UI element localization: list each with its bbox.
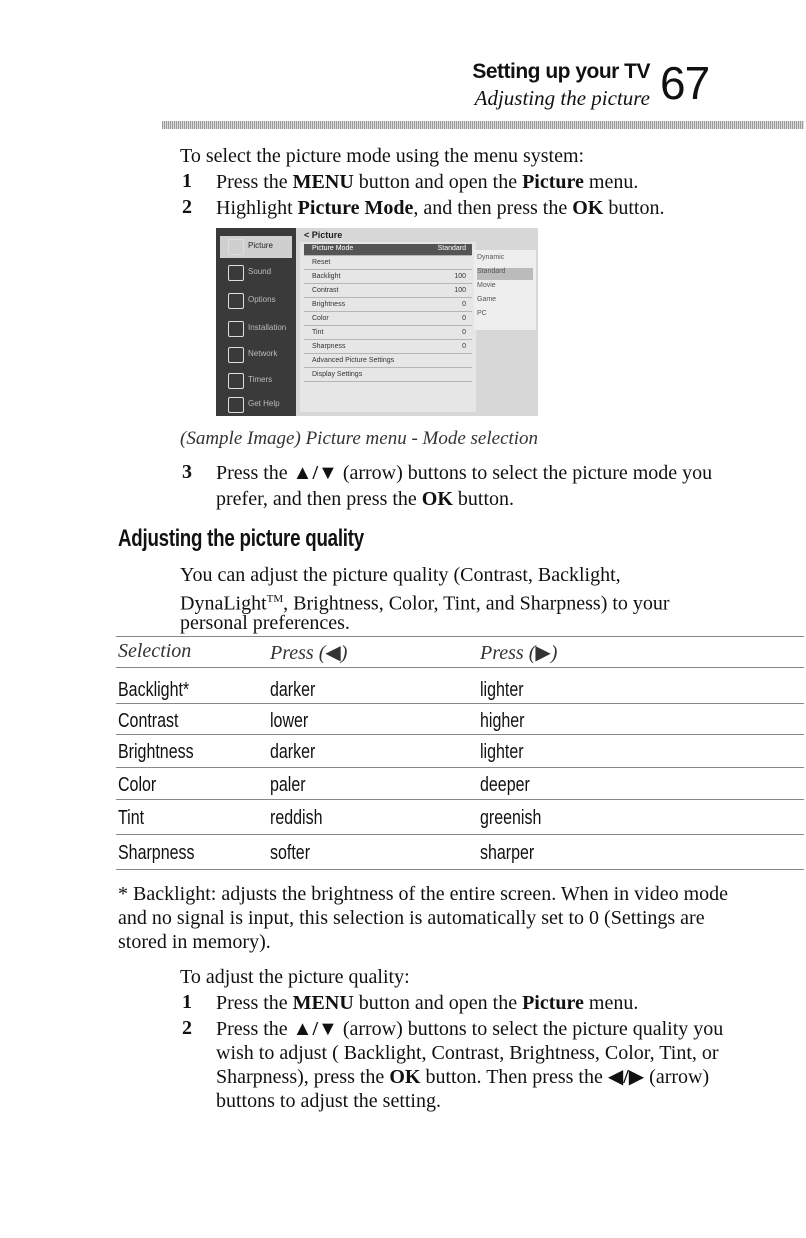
menu-panel: [300, 242, 476, 412]
intro-step-2: Highlight Picture Mode, and then press the OK button.: [216, 197, 665, 219]
page-number: 67: [660, 57, 710, 109]
option-item: PC: [477, 310, 487, 317]
table-cell: paler: [270, 774, 306, 796]
table-cell: darker: [270, 741, 316, 763]
sidebar-item-timers: Timers: [220, 370, 292, 392]
footnote-line-1: * Backlight: adjusts the brightness of the entire screen. When in video mode: [118, 883, 729, 905]
step-number: 1: [182, 170, 192, 192]
step-number: 2: [182, 1017, 192, 1039]
table-rule: [116, 667, 804, 668]
section-heading: Adjusting the picture quality: [118, 525, 364, 552]
footnote-line-2: and no signal is input, this selection is automatically set to 0 (Settings are: [118, 907, 705, 929]
adjust-lead: To adjust the picture quality:: [180, 966, 410, 988]
picture-icon: [228, 239, 244, 255]
table-header-selection: Selection: [118, 640, 192, 662]
running-header-subtitle: Adjusting the picture: [474, 86, 650, 110]
menu-panel-title: < Picture: [304, 230, 343, 240]
table-rule: [116, 703, 804, 704]
installation-icon: [228, 321, 244, 337]
menu-row: Contrast 100: [304, 286, 472, 298]
menu-row: Reset: [304, 258, 472, 270]
table-cell: Backlight*: [118, 679, 190, 701]
table-cell: Color: [118, 774, 157, 796]
menu-row: Color 0: [304, 314, 472, 326]
table-header-press-left: Press (◀): [270, 642, 348, 664]
intro-lead: To select the picture mode using the menu system:: [180, 145, 585, 167]
adjust-step-1: Press the MENU button and open the Picture menu.: [216, 992, 639, 1014]
speaker-icon: [228, 265, 244, 281]
step-number: 1: [182, 991, 192, 1013]
sidebar-item-sound: Sound: [220, 262, 292, 284]
running-header-title: Setting up your TV: [472, 60, 650, 83]
table-rule: [116, 767, 804, 768]
adjust-step-2-line-2: wish to adjust ( Backlight, Contrast, Brightness, Color, Tint, or: [216, 1042, 719, 1064]
table-cell: deeper: [480, 774, 530, 796]
step-3-line-2: prefer, and then press the OK button.: [216, 488, 515, 510]
option-item: Game: [477, 296, 497, 303]
table-cell: lighter: [480, 741, 524, 763]
menu-row: Brightness 0: [304, 300, 472, 312]
picture-mode-options: [474, 250, 536, 330]
picture-menu-screenshot: [216, 228, 538, 416]
section-para-line-1: You can adjust the picture quality (Contrast, Backlight,: [180, 564, 621, 586]
step-3-line-1: Press the ▲/▼ (arrow) buttons to select the picture mode you: [216, 462, 713, 484]
header-rule: [162, 121, 804, 129]
table-cell: lighter: [480, 679, 524, 701]
figure-caption: (Sample Image) Picture menu - Mode selection: [180, 428, 539, 449]
menu-sidebar: [216, 228, 296, 416]
table-rule: [116, 834, 804, 835]
menu-row: Picture Mode Standard: [304, 244, 472, 256]
adjust-step-2-line-1: Press the ▲/▼ (arrow) buttons to select the picture quality you: [216, 1018, 724, 1040]
help-icon: [228, 397, 244, 413]
table-rule: [116, 869, 804, 870]
menu-row: Sharpness 0: [304, 342, 472, 354]
table-header-press-right: Press (▶): [480, 642, 558, 664]
table-cell: Brightness: [118, 741, 194, 763]
table-rule: [116, 636, 804, 637]
table-cell: higher: [480, 710, 525, 732]
sidebar-item-get-help: Get Help: [220, 394, 292, 416]
option-item: Movie: [477, 282, 496, 289]
timer-icon: [228, 373, 244, 389]
menu-row: Display Settings: [304, 370, 472, 382]
table-rule: [116, 799, 804, 800]
menu-row: Advanced Picture Settings: [304, 356, 472, 368]
table-cell: darker: [270, 679, 316, 701]
section-para-line-2: DynaLight™, Brightness, Color, Tint, and Sharpness) to your: [180, 592, 670, 615]
adjust-step-2-line-4: buttons to adjust the setting.: [216, 1090, 441, 1112]
sidebar-item-picture: Picture: [220, 236, 292, 258]
table-cell: sharper: [480, 842, 535, 864]
network-icon: [228, 347, 244, 363]
step-number: 3: [182, 461, 192, 483]
sidebar-item-network: Network: [220, 344, 292, 366]
options-icon: [228, 293, 244, 309]
menu-row: Tint 0: [304, 328, 472, 340]
table-rule: [116, 734, 804, 735]
table-cell: Contrast: [118, 710, 179, 732]
step-number: 2: [182, 196, 192, 218]
footnote-line-3: stored in memory).: [118, 931, 271, 953]
table-cell: greenish: [480, 807, 542, 829]
table-cell: reddish: [270, 807, 323, 829]
sidebar-item-options: Options: [220, 290, 292, 312]
intro-step-1: Press the MENU button and open the Picture menu.: [216, 171, 639, 193]
section-para-line-3: personal preferences.: [180, 612, 350, 634]
table-cell: lower: [270, 710, 309, 732]
option-item: Dynamic: [477, 254, 505, 261]
adjust-step-2-line-3: Sharpness), press the OK button. Then press the ◀/▶ (arrow): [216, 1066, 710, 1088]
menu-row: Backlight 100: [304, 272, 472, 284]
table-cell: Sharpness: [118, 842, 195, 864]
table-cell: softer: [270, 842, 311, 864]
sidebar-item-installation: Installation: [220, 318, 292, 340]
table-cell: Tint: [118, 807, 145, 829]
option-item: Standard: [477, 268, 533, 280]
